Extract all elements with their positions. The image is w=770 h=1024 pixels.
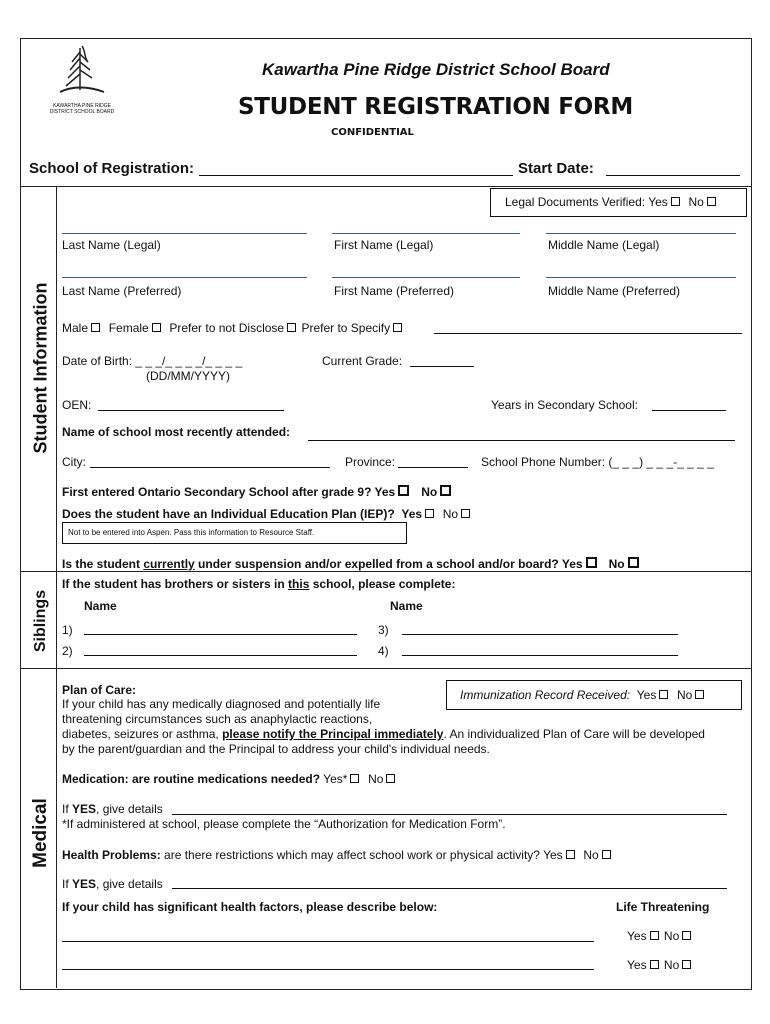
suspension-no-label: No bbox=[608, 557, 625, 571]
sibling-2-field[interactable] bbox=[84, 655, 357, 656]
ontario-entry-no-checkbox[interactable] bbox=[440, 485, 451, 496]
suspension-question bbox=[62, 557, 641, 571]
medication-question bbox=[62, 772, 397, 786]
date-of-birth-label: Date of Birth: _ _ _/_ _ _ _/_ _ _ _ bbox=[62, 354, 243, 368]
factor-1-no-checkbox[interactable] bbox=[682, 931, 691, 940]
plan-line-3-notify: please notify the Principal immediately bbox=[222, 727, 444, 741]
medication-details-field[interactable] bbox=[172, 814, 727, 815]
suspension-post: under suspension and/or expelled from a school and/or board? Yes bbox=[194, 557, 583, 571]
factor-2-no-label: No bbox=[663, 958, 680, 972]
siblings-intro-this: this bbox=[288, 577, 310, 591]
school-of-registration-label: School of Registration: bbox=[29, 160, 194, 177]
plan-of-care-line-2: threatening circumstances such as anaphylactic reactions, bbox=[62, 712, 373, 726]
siblings-intro-pre: If the student has brothers or sisters in bbox=[62, 577, 289, 591]
last-name-preferred-field[interactable] bbox=[62, 277, 307, 278]
last-name-legal-label: Last Name (Legal) bbox=[62, 238, 161, 252]
legal-docs-yes-checkbox[interactable] bbox=[671, 197, 680, 206]
health-factor-2-field[interactable] bbox=[62, 969, 594, 970]
health-if-yes-pre: If bbox=[62, 877, 73, 891]
form-title: STUDENT REGISTRATION FORM bbox=[238, 94, 633, 120]
first-name-preferred-label: First Name (Preferred) bbox=[334, 284, 455, 298]
confidential-label: CONFIDENTIAL bbox=[331, 127, 414, 138]
city-label: City: bbox=[62, 455, 86, 469]
section-siblings: Siblings bbox=[32, 589, 49, 653]
female-checkbox[interactable] bbox=[152, 323, 161, 332]
school-phone-label: School Phone Number: (_ _ _) _ _ _-_ _ _ _ bbox=[481, 455, 714, 469]
province-field[interactable] bbox=[398, 467, 468, 468]
sibling-4-field[interactable] bbox=[402, 655, 678, 656]
oen-label: OEN: bbox=[62, 398, 92, 412]
health-factors-label: If your child has significant health factors, please describe below: bbox=[62, 900, 438, 914]
siblings-intro bbox=[62, 577, 455, 591]
medication-admin-note: *If administered at school, please complete the “Authorization for Medication Form”. bbox=[62, 817, 506, 831]
iep-no-label: No bbox=[442, 507, 459, 521]
city-field[interactable] bbox=[90, 467, 330, 468]
medication-no-label: No bbox=[368, 772, 384, 786]
sibling-name-header-left: Name bbox=[84, 599, 117, 613]
sibling-2-number: 2) bbox=[62, 644, 73, 658]
legal-docs-no-label: No bbox=[688, 195, 704, 209]
years-secondary-field[interactable] bbox=[652, 410, 726, 411]
suspension-yes-checkbox[interactable] bbox=[586, 557, 597, 568]
start-date-label: Start Date: bbox=[518, 160, 594, 177]
if-yes-pre: If bbox=[62, 802, 73, 816]
health-details-field[interactable] bbox=[172, 888, 727, 889]
health-factor-1-field[interactable] bbox=[62, 941, 594, 942]
start-date-field[interactable] bbox=[606, 175, 740, 176]
factor-2-no-checkbox[interactable] bbox=[682, 960, 691, 969]
ontario-entry-no-label: No bbox=[421, 485, 438, 499]
section-label-column-divider bbox=[56, 186, 57, 988]
medication-label: Medication: are routine medications needed? bbox=[62, 772, 321, 786]
iep-label: Does the student have an Individual Education Plan (IEP)? bbox=[62, 507, 395, 521]
plan-line-3-pre: diabetes, seizures or asthma, bbox=[62, 727, 223, 741]
prefer-to-specify-field[interactable] bbox=[434, 333, 742, 334]
health-factor-2-life-threatening bbox=[627, 958, 693, 972]
suspension-pre: Is the student bbox=[62, 557, 144, 571]
divider-medical bbox=[20, 668, 751, 669]
life-threatening-header: Life Threatening bbox=[616, 900, 710, 914]
first-name-legal-field[interactable] bbox=[332, 233, 520, 234]
middle-name-preferred-label: Middle Name (Preferred) bbox=[548, 284, 681, 298]
pine-tree-icon bbox=[60, 46, 104, 92]
male-label: Male bbox=[62, 321, 89, 335]
school-attended-field[interactable] bbox=[308, 440, 735, 441]
legal-docs-no-checkbox[interactable] bbox=[707, 197, 716, 206]
plan-line-3-post: . An individualized Plan of Care will be developed bbox=[443, 727, 705, 741]
prefer-not-disclose-checkbox[interactable] bbox=[287, 323, 296, 332]
health-factor-1-life-threatening bbox=[627, 929, 693, 943]
suspension-no-checkbox[interactable] bbox=[628, 557, 639, 568]
health-if-yes-post: , give details bbox=[96, 877, 163, 891]
middle-name-legal-label: Middle Name (Legal) bbox=[548, 238, 660, 252]
school-attended-label: Name of school most recently attended: bbox=[62, 425, 291, 439]
medication-details-label bbox=[62, 802, 163, 816]
if-yes-bold: YES bbox=[72, 802, 97, 816]
middle-name-preferred-field[interactable] bbox=[546, 277, 736, 278]
health-if-yes-bold: YES bbox=[72, 877, 97, 891]
logo-text bbox=[46, 103, 118, 115]
sibling-name-header-right: Name bbox=[390, 599, 423, 613]
immunization-label: Immunization Record Received: bbox=[460, 688, 631, 702]
years-secondary-label: Years in Secondary School: bbox=[491, 398, 638, 412]
gender-row bbox=[62, 321, 404, 335]
board-name: Kawartha Pine Ridge District School Board bbox=[262, 60, 610, 79]
plan-of-care-line-3 bbox=[62, 727, 705, 741]
province-label: Province: bbox=[345, 455, 396, 469]
immunization-record bbox=[460, 688, 706, 702]
sibling-4-number: 4) bbox=[378, 644, 389, 658]
sibling-1-number: 1) bbox=[62, 623, 73, 637]
prefer-to-specify-checkbox[interactable] bbox=[393, 323, 402, 332]
health-problems-rest: are there restrictions which may affect school work or physical activity? Yes bbox=[160, 848, 563, 862]
iep-yes-checkbox[interactable] bbox=[425, 509, 434, 518]
factor-2-yes-label: Yes bbox=[627, 958, 647, 972]
health-yes-checkbox[interactable] bbox=[566, 850, 575, 859]
factor-1-yes-label: Yes bbox=[627, 929, 647, 943]
iep-question bbox=[62, 507, 472, 521]
divider-siblings bbox=[20, 571, 751, 572]
last-name-legal-field[interactable] bbox=[62, 233, 307, 234]
oen-field[interactable] bbox=[98, 410, 284, 411]
logo-line-2: DISTRICT SCHOOL BOARD bbox=[49, 109, 115, 115]
date-of-birth-format: (DD/MM/YYYY) bbox=[146, 369, 230, 383]
prefer-not-disclose-label: Prefer to not Disclose bbox=[169, 321, 285, 335]
current-grade-label: Current Grade: bbox=[322, 354, 403, 368]
section-medical: Medical bbox=[30, 798, 51, 868]
sibling-3-number: 3) bbox=[378, 623, 389, 637]
factor-2-yes-checkbox[interactable] bbox=[650, 960, 659, 969]
health-problems-question bbox=[62, 848, 613, 862]
siblings-intro-post: school, please complete: bbox=[309, 577, 456, 591]
legal-documents-label: Legal Documents Verified: Yes bbox=[505, 195, 668, 209]
ontario-entry-question bbox=[62, 485, 453, 499]
logo-line-1: KAWARTHA PINE RIDGE bbox=[53, 103, 111, 109]
medication-yes-label: Yes* bbox=[323, 772, 348, 786]
ontario-entry-label: First entered Ontario Secondary School after grade 9? Yes bbox=[62, 485, 396, 499]
factor-1-no-label: No bbox=[663, 929, 680, 943]
ontario-entry-yes-checkbox[interactable] bbox=[398, 485, 409, 496]
medication-no-checkbox[interactable] bbox=[386, 774, 395, 783]
sibling-1-field[interactable] bbox=[84, 634, 357, 635]
iep-yes-label: Yes bbox=[401, 507, 423, 521]
health-problems-label: Health Problems: bbox=[62, 848, 161, 862]
sibling-3-field[interactable] bbox=[402, 634, 678, 635]
aspen-note: Not to be entered into Aspen. Pass this information to Resource Staff. bbox=[68, 528, 315, 537]
medication-yes-checkbox[interactable] bbox=[350, 774, 359, 783]
first-name-preferred-field[interactable] bbox=[332, 277, 520, 278]
health-no-label: No bbox=[583, 848, 599, 862]
legal-documents-verified bbox=[505, 195, 718, 209]
section-student-information: Student Information bbox=[30, 282, 51, 454]
school-board-logo bbox=[52, 44, 112, 102]
last-name-preferred-label: Last Name (Preferred) bbox=[62, 284, 182, 298]
school-of-registration-field[interactable] bbox=[199, 175, 513, 176]
male-checkbox[interactable] bbox=[91, 323, 100, 332]
first-name-legal-label: First Name (Legal) bbox=[334, 238, 434, 252]
immunization-yes-label: Yes bbox=[636, 688, 657, 702]
plan-of-care-line-1: If your child has any medically diagnosed and potentially life bbox=[62, 697, 381, 711]
health-details-label bbox=[62, 877, 163, 891]
divider-student bbox=[20, 186, 751, 187]
prefer-to-specify-label: Prefer to Specify bbox=[301, 321, 391, 335]
middle-name-legal-field[interactable] bbox=[546, 233, 736, 234]
if-yes-post: , give details bbox=[96, 802, 163, 816]
plan-of-care-title: Plan of Care: bbox=[62, 683, 137, 697]
suspension-currently: currently bbox=[143, 557, 195, 571]
immunization-no-checkbox[interactable] bbox=[695, 690, 704, 699]
current-grade-field[interactable] bbox=[410, 366, 474, 367]
immunization-no-label: No bbox=[677, 688, 693, 702]
health-no-checkbox[interactable] bbox=[602, 850, 611, 859]
female-label: Female bbox=[108, 321, 149, 335]
factor-1-yes-checkbox[interactable] bbox=[650, 931, 659, 940]
plan-of-care-line-4: by the parent/guardian and the Principal to address your child's individual needs. bbox=[62, 742, 490, 756]
iep-no-checkbox[interactable] bbox=[461, 509, 470, 518]
immunization-yes-checkbox[interactable] bbox=[659, 690, 668, 699]
